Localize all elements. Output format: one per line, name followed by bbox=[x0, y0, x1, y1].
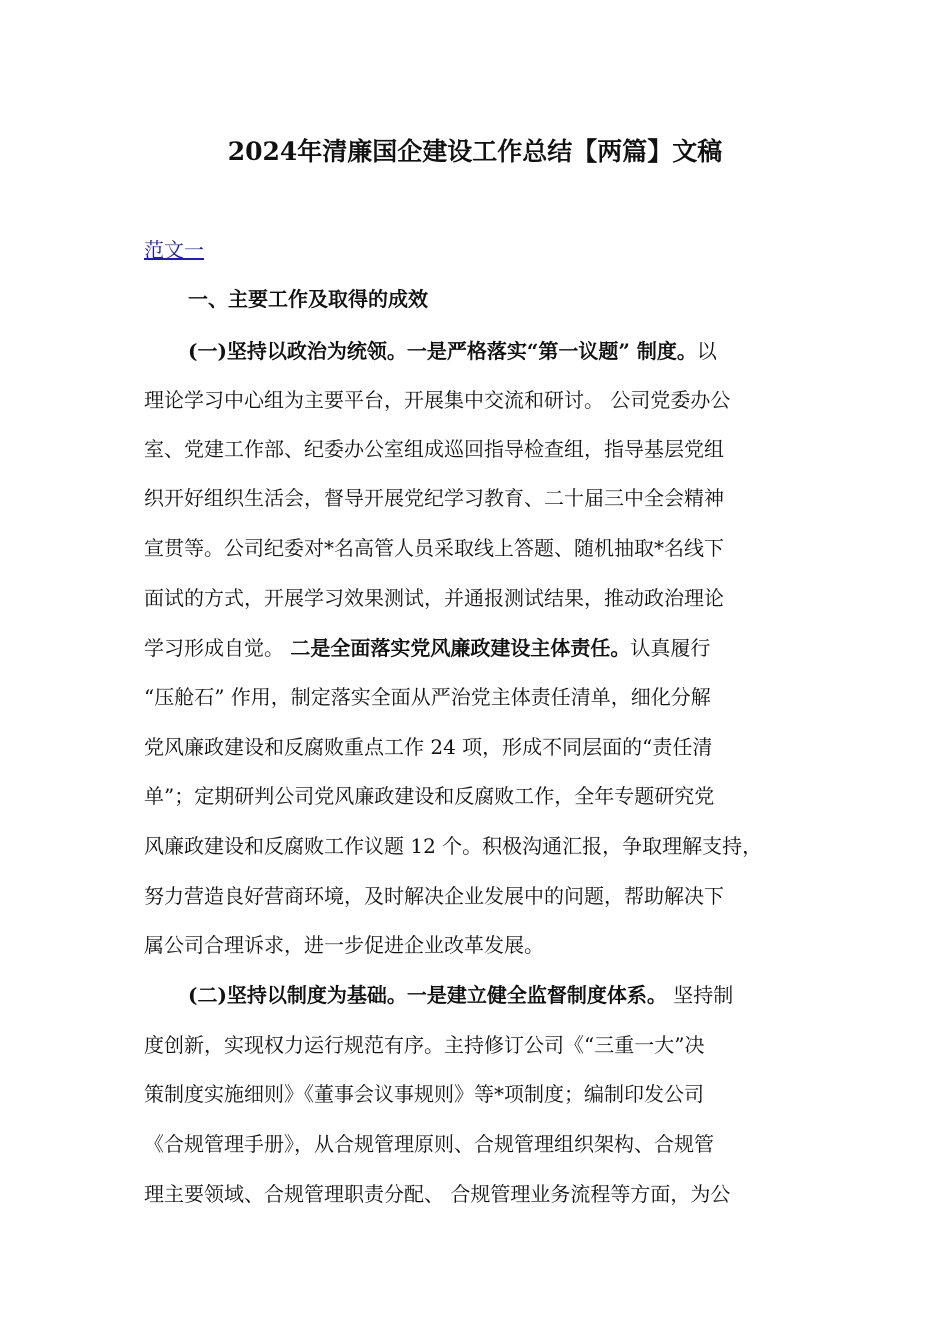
paragraph-line bbox=[144, 433, 820, 465]
body-text: 度创新，实现权力运行规范有序。主持修订公司《“三重一大”决 bbox=[144, 1033, 705, 1057]
body-text: “压舱石” 作用，制定落实全面从严治党主体责任清单，细化分解 bbox=[144, 685, 711, 709]
paragraph-line bbox=[144, 830, 820, 862]
paragraph-line bbox=[188, 979, 820, 1011]
body-text: 风廉政建设和反腐败工作议题 12 个。积极沟通汇报，争取理解支持， bbox=[144, 834, 763, 858]
document-title: 2024年清廉国企建设工作总结【两篇】文稿 bbox=[227, 137, 723, 166]
paragraph-line bbox=[144, 532, 820, 564]
body-text: 《合规管理手册》，从合规管理原则、合规管理组织架构、合规管 bbox=[144, 1132, 714, 1156]
bold-text: (二)坚持以制度为基础。一是建立健全监督制度体系。 bbox=[188, 983, 667, 1007]
paragraph-line bbox=[144, 681, 820, 713]
paragraph-line bbox=[188, 335, 820, 367]
paragraph-line bbox=[144, 1178, 820, 1210]
body-text: 理论学习中心组为主要平台，开展集中交流和研讨。 公司党委办公 bbox=[144, 388, 731, 412]
paragraph-line bbox=[144, 731, 820, 763]
paragraph-line bbox=[144, 384, 820, 416]
body-text: 努力营造良好营商环境，及时解决企业发展中的问题，帮助解决下 bbox=[144, 884, 724, 908]
body-text: 理主要领域、合规管理职责分配、 合规管理业务流程等方面，为公 bbox=[144, 1182, 731, 1206]
paragraph-line bbox=[144, 1128, 820, 1160]
body-text: 策制度实施细则》《董事会议事规则》等*项制度；编制印发公司 bbox=[144, 1082, 704, 1106]
paragraph-line bbox=[144, 880, 820, 912]
paragraph-line bbox=[144, 1029, 820, 1061]
paragraph-line bbox=[144, 632, 820, 664]
section-heading: 一、主要工作及取得的成效 bbox=[188, 287, 428, 311]
body-text: 坚持制 bbox=[666, 983, 734, 1007]
body-text: 党风廉政建设和反腐败重点工作 24 项，形成不同层面的“责任清 bbox=[144, 735, 713, 759]
sample-one-link[interactable]: 范文一 bbox=[144, 238, 204, 262]
body-text: 学习形成自觉。 bbox=[144, 636, 291, 660]
body-text: 认真履行 bbox=[630, 636, 711, 660]
body-text: 面试的方式，开展学习效果测试，并通报测试结果，推动政治理论 bbox=[144, 586, 724, 610]
body-text: 以 bbox=[696, 339, 717, 363]
body-text: 单”；定期研判公司党风廉政建设和反腐败工作，全年专题研究党 bbox=[144, 784, 715, 808]
paragraph-line bbox=[144, 1078, 820, 1110]
paragraph-line bbox=[144, 482, 820, 514]
paragraph-line bbox=[144, 582, 820, 614]
body-text: 室、党建工作部、纪委办公室组成巡回指导检查组，指导基层党组 bbox=[144, 437, 724, 461]
body-text: 宣贯等。公司纪委对*名高管人员采取线上答题、随机抽取*名线下 bbox=[144, 536, 724, 560]
bold-text: (一)坚持以政治为统领。一是严格落实“第一议题” 制度。 bbox=[188, 339, 697, 363]
paragraph-line bbox=[144, 929, 820, 961]
bold-text: 二是全面落实党风廉政建设主体责任。 bbox=[290, 636, 631, 660]
body-text: 织开好组织生活会，督导开展党纪学习教育、二十届三中全会精神 bbox=[144, 486, 724, 510]
body-text: 属公司合理诉求，进一步促进企业改革发展。 bbox=[144, 933, 544, 957]
paragraph-line bbox=[144, 780, 820, 812]
